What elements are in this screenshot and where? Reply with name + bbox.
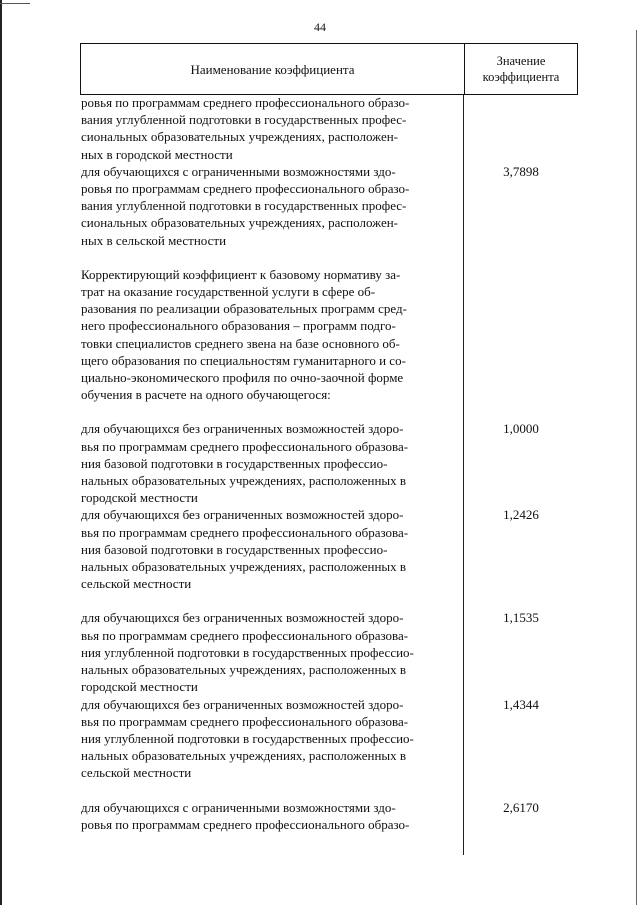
header-value-line1: Значение	[496, 54, 546, 68]
row-text: Корректирующий коэффициент к базовому нормативу за- трат на оказание государственной услуги в сфере об- разования по реализации образовательных программ сред- него профессионального образования – программ подго- товки специалистов среднего звена на базе основного об- щего образования по специальностям гуманитарного и со- циально-экономического профиля по очно-заочной форме обучения в расчете на одного обучающегося:	[81, 266, 407, 403]
header-coefficient-value	[465, 53, 577, 85]
row-value: 1,1535	[503, 610, 539, 626]
row-gap	[81, 249, 577, 266]
row-value: 1,4344	[503, 696, 539, 712]
row-value: 2,6170	[503, 799, 539, 815]
table-body	[81, 94, 577, 833]
row-text: для обучающихся с ограниченными возможностями здо- ровья по программам среднего профессионального образо-	[81, 799, 410, 832]
table-row	[81, 696, 577, 782]
row-value: 1,2426	[503, 507, 539, 523]
table-row	[81, 506, 577, 592]
row-text: для обучающихся без ограниченных возможностей здоро- вья по программам среднего профессионального образова- ния углубленной подготовки в государственных профессио- нальных образовательных учреждениях, расположенных в городской местности	[81, 610, 414, 695]
header-value-line2: коэффициента	[482, 70, 560, 84]
table-header	[80, 43, 578, 95]
table-row	[81, 420, 577, 506]
row-gap	[81, 592, 577, 609]
row-text: для обучающихся с ограниченными возможностями здо- ровья по программам среднего профессионального образо- вания углубленной подготовки в государственных профес- сиональных образовательных учреждениях, расположен- ных в сельской местности	[81, 163, 410, 248]
table-row	[81, 799, 577, 833]
header-coefficient-name: Наименование коэффициента	[190, 62, 355, 77]
scan-edge-right	[636, 30, 637, 905]
row-value: 3,7898	[503, 163, 539, 179]
row-text: ровья по программам среднего профессионального образо- вания углубленной подготовки в государственных профес- сиональных образовательных учреждениях, расположен- ных в городской местности	[81, 95, 410, 162]
row-value: 1,0000	[503, 421, 539, 437]
row-gap	[81, 403, 577, 420]
row-text: для обучающихся без ограниченных возможностей здоро- вья по программам среднего профессионального образова- ния базовой подготовки в государственных профессио- нальных образовательных учреждениях, расположенных в сельской местности	[81, 507, 409, 592]
row-gap	[81, 782, 577, 799]
scan-edge-left	[0, 0, 2, 905]
page-number: 44	[314, 20, 326, 34]
row-text: для обучающихся без ограниченных возможностей здоро- вья по программам среднего профессионального образова- ния углубленной подготовки в государственных профессио- нальных образовательных учреждениях, расположенных в сельской местности	[81, 696, 414, 781]
scan-corner-mark	[0, 3, 30, 4]
row-text: для обучающихся без ограниченных возможностей здоро- вья по программам среднего профессионального образова- ния базовой подготовки в государственных профессио- нальных образовательных учреждениях, расположенных в городской местности	[81, 421, 409, 506]
table-row	[81, 266, 577, 404]
table-row	[81, 94, 577, 163]
table-row	[81, 163, 577, 249]
table-row	[81, 609, 577, 695]
